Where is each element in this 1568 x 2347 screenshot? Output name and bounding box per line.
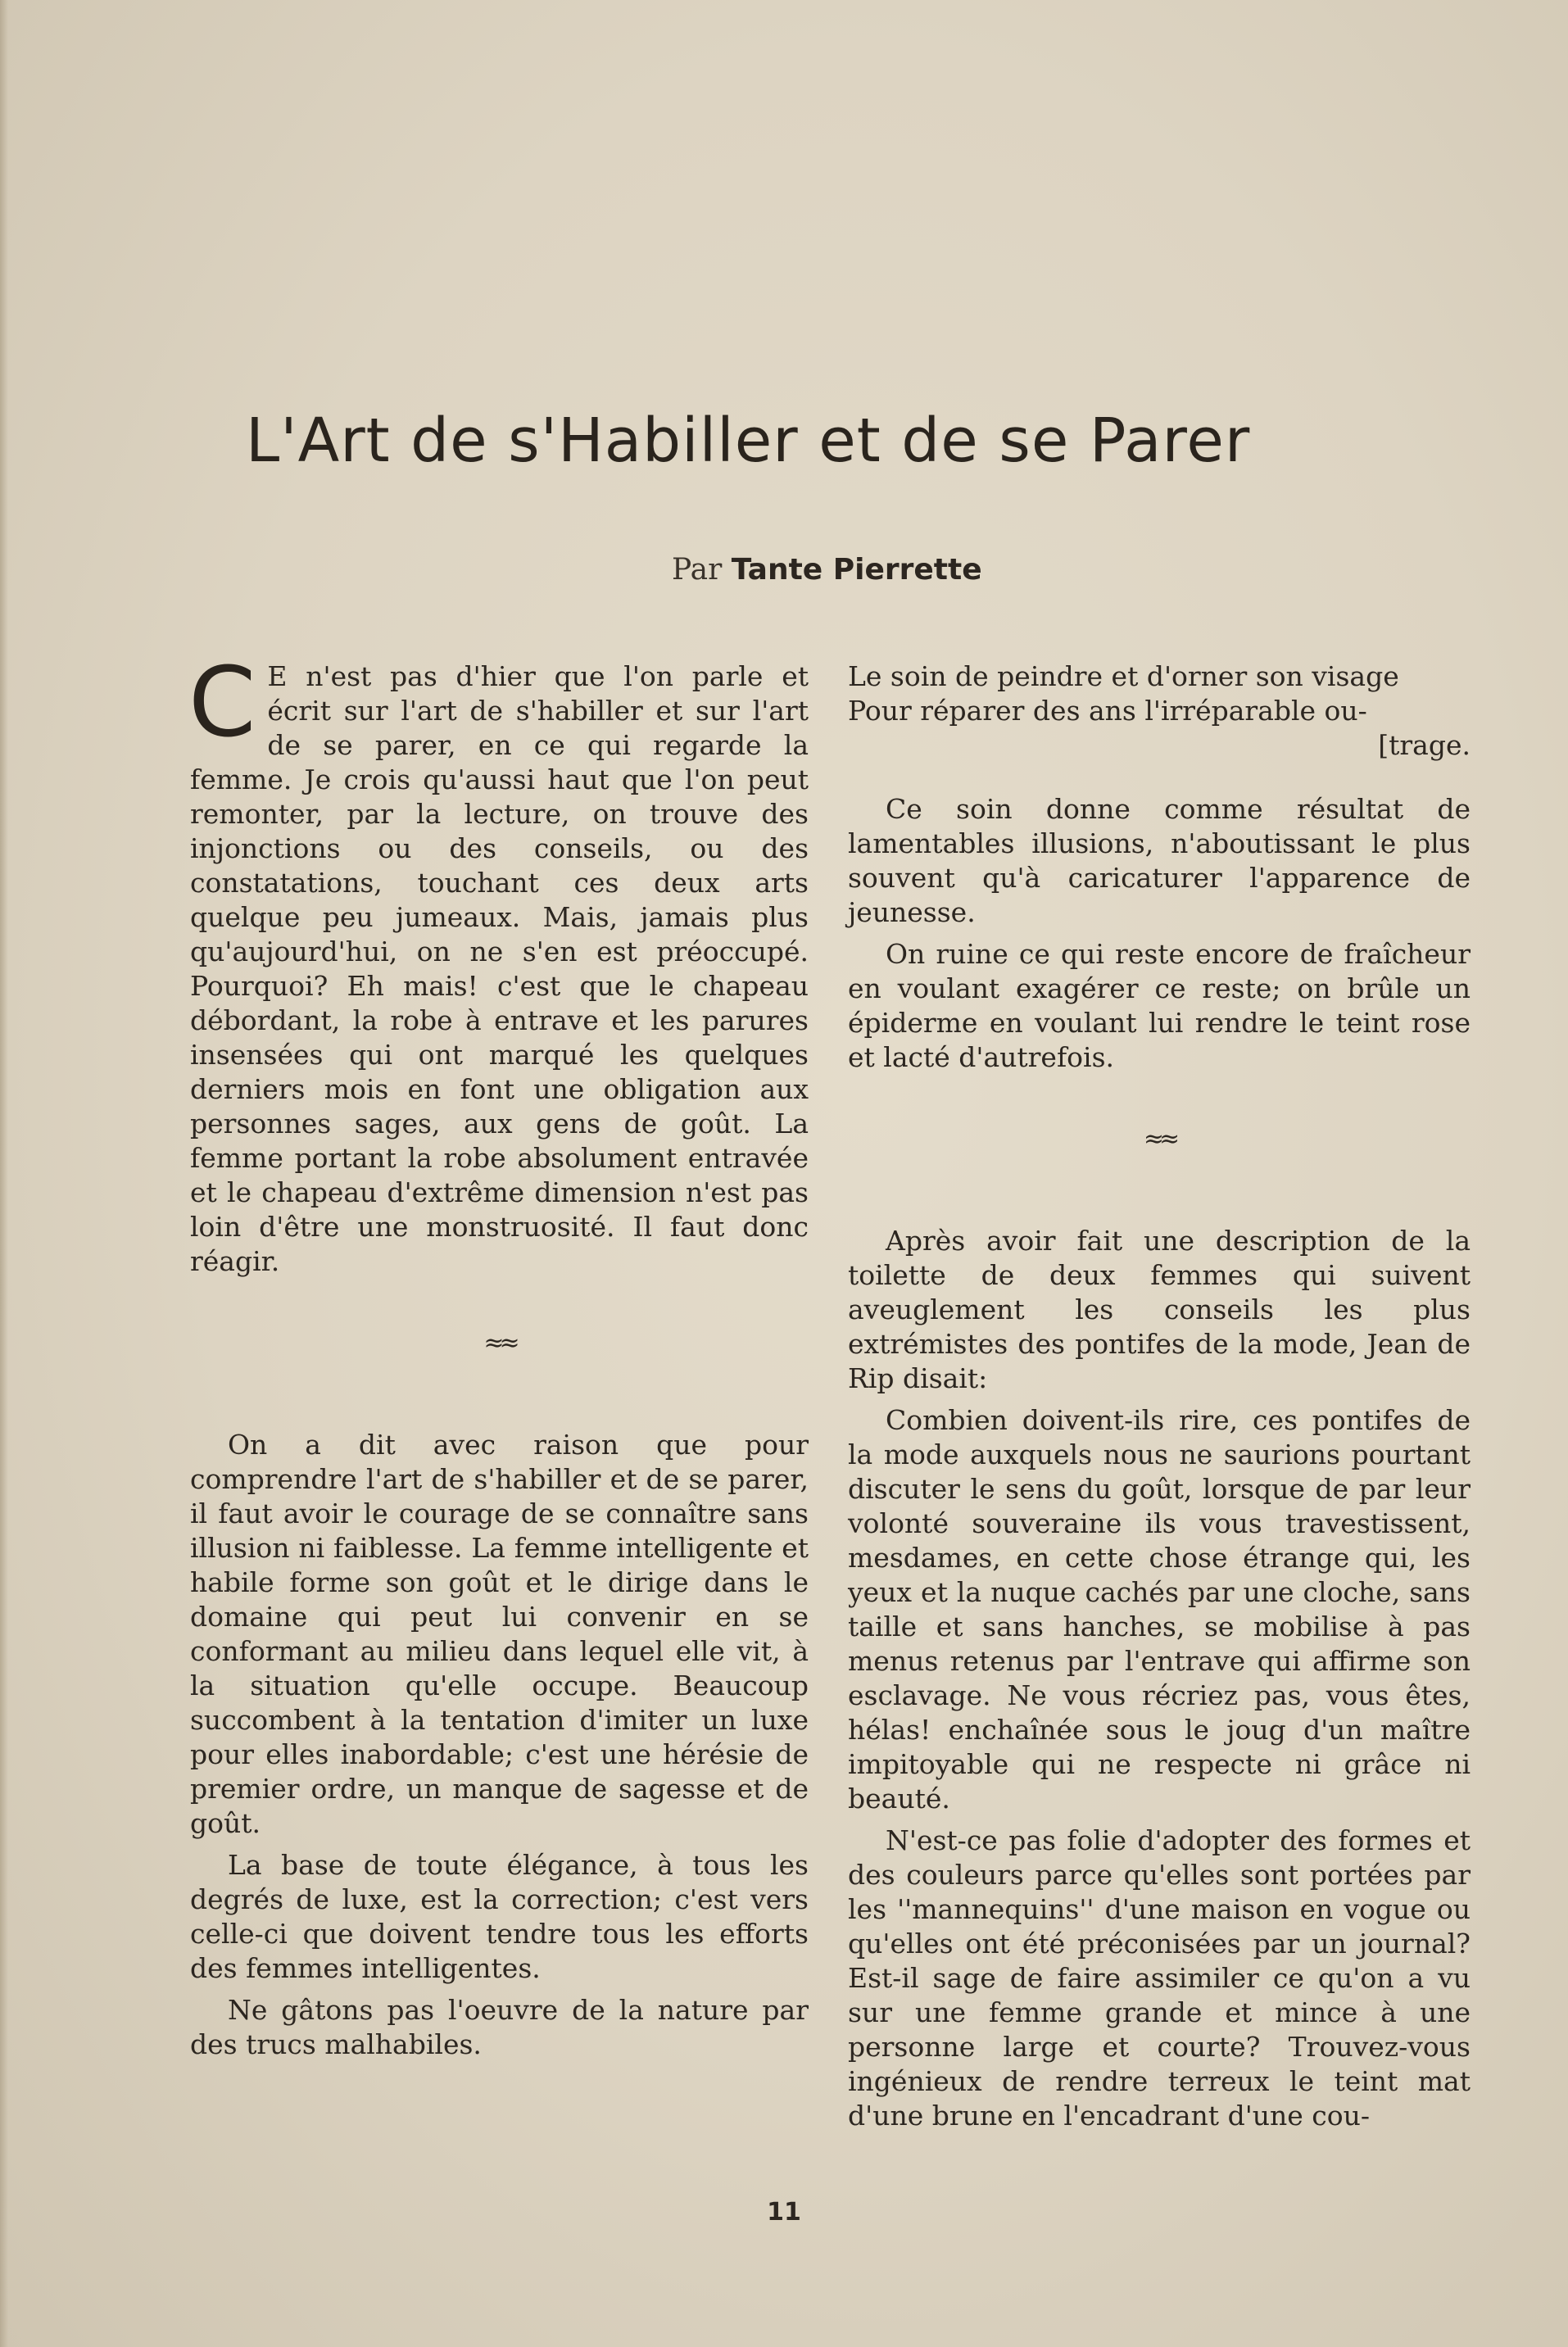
section-ornament: ≈≈ [483,1329,515,1357]
page-edge-shadow [0,0,8,2347]
body-paragraph: Après avoir fait une description de la toilette de deux femmes qui suivent aveuglement les conseils les plus extrémistes des pontifes de la mode, Jean de Rip disait: [848,1225,1471,1394]
verse-quote [848,659,1471,763]
body-paragraph: N'est-ce pas folie d'adopter des formes et des couleurs parce qu'elles sont portées par les ''mannequins'' d'une maison en vogue ou qu'elles ont été préconisées par un journal? Est-il sage de faire assimiler ce qu'on a vu sur une femme grande et mince à une personne large et courte? Trouvez-vous ingénieux de rendre terreux le teint mat d'une brune en l'encadrant d'une cou- [848,1824,1471,2132]
right-column [848,659,1471,2141]
body-paragraph: La base de toute élégance, à tous les degrés de luxe, est la correction; c'est vers celle-ci que doivent tendre tous les efforts des femmes intelligentes. [190,1849,809,1984]
body-paragraph: Combien doivent-ils rire, ces pontifes de la mode auxquels nous ne saurions pourtant discuter le sens du goût, lorsque de par leur volonté souveraine ils vous travestissent, mesdames, en cette chose étrange qui, les yeux et la nuque cachés par une cloche, sans taille et sans hanches, se mobilise à pas menus retenus par l'entrave qui affirme son esclavage. Ne vous récriez pas, vous êtes, hélas! enchaînée sous le joug d'un maître impitoyable qui ne respecte ni grâce ni beauté. [848,1404,1471,1815]
verse-line: Le soin de peindre et d'orner son visage [848,660,1399,692]
opening-paragraph-text: E n'est pas d'hier que l'on parle et écrit sur l'art de s'habiller et sur l'art de se parer, en ce qui regarde la femme. Je crois qu'aussi haut que l'on peut remonter, par la lecture, on trouve des injonctions ou des conseils, ou des constatations, touchant ces deux arts quelque peu jumeaux. Mais, jamais plus qu'aujourd'hui, on ne s'en est préoccupé. Pourquoi? Eh mais! c'est que le chapeau débordant, la robe à entrave et les parures insensées qui ont marqué les quelques derniers mois en font une obligation aux personnes sages, aux gens de goût. La femme portant la robe absolument entravée et le chapeau d'extrême dimension n'est pas loin d'être une monstruosité. Il faut donc réagir. [190,660,809,1277]
body-paragraph: Ce soin donne comme résultat de lamentables illusions, n'aboutissant le plus souvent qu'à caricaturer l'apparence de jeunesse. [848,793,1471,928]
section-ornament: ≈≈ [1143,1125,1176,1153]
body-paragraph: Ne gâtons pas l'oeuvre de la nature par des trucs malhabiles. [190,1994,809,2060]
opening-paragraph [188,646,809,1279]
page-number: 11 [767,2198,801,2227]
drop-cap: C [188,646,256,759]
byline-prefix: Par [672,553,723,587]
body-paragraph: On a dit avec raison que pour comprendre l'art de s'habiller et de se parer, il faut avoir le courage de se connaître sans illusion ni faiblesse. La femme intelligente et habile forme son goût et le dirige dans le domaine qui peut lui convenir en se conformant au milieu dans lequel elle vit, à la situation qu'elle occupe. Beaucoup succombent à la tentation d'imiter un luxe pour elles inabordable; c'est une hérésie de premier ordre, un manque de sagesse et de goût. [190,1429,809,1839]
left-column [188,646,809,2069]
article-title: L'Art de s'Habiller et de se Parer [246,406,1251,476]
verse-line: [trage. [1378,729,1471,761]
verse-line: Pour réparer des ans l'irréparable ou- [848,695,1367,727]
article-byline [672,553,1081,587]
author-name: Tante Pierrette [731,553,982,587]
body-paragraph: On ruine ce qui reste encore de fraîcheur en voulant exagérer ce reste; on brûle un épiderme en voulant lui rendre le teint rose et lacté d'autrefois. [848,938,1471,1073]
